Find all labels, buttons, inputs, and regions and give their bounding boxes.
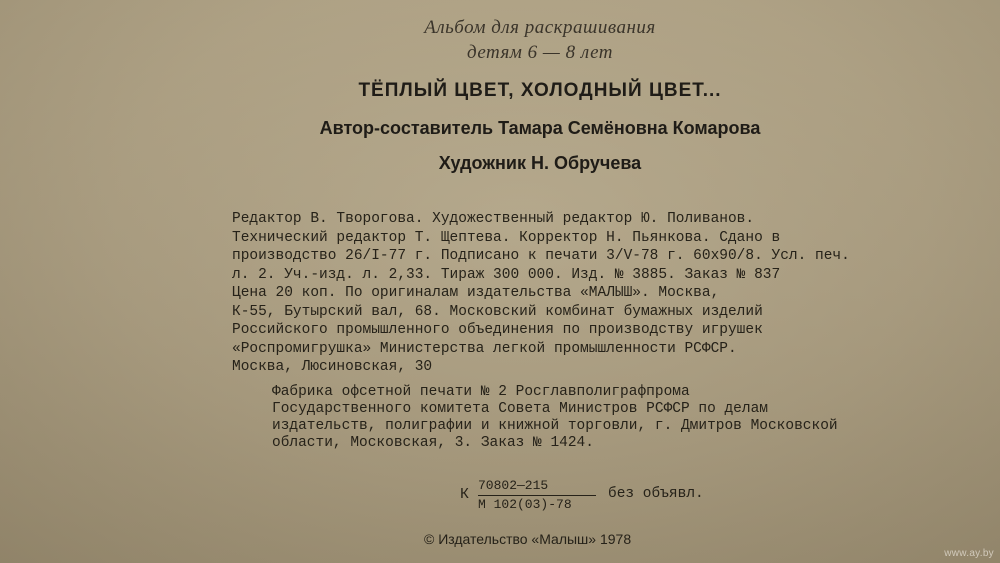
imprint-block [232, 210, 872, 377]
book-artist: Художник Н. Обручева [438, 153, 642, 173]
index-numerator: 70802—215 [478, 478, 549, 493]
book-title: ТЁПЛЫЙ ЦВЕТ, ХОЛОДНЫЙ ЦВЕТ... [358, 80, 722, 101]
factory-line: области, Московская, 3. Заказ № 1424. [272, 435, 594, 451]
imprint-line: Технический редактор Т. Щептева. Корректор Н. Пьянкова. Сдано в [232, 229, 781, 246]
index-letter: К [460, 486, 470, 503]
imprint-line: производство 26/I-77 г. Подписано к печати 3/V-78 г. 60x90/8. Усл. печ. [232, 248, 850, 264]
factory-line: издательств, полиграфии и книжной торговли, г. Дмитров Московской [272, 418, 838, 434]
index-note: без объявл. [608, 486, 704, 502]
copyright-line: © Издательство «Малыш» 1978 [424, 531, 632, 547]
site-watermark: www.ay.by [944, 548, 994, 559]
printing-factory-block [272, 384, 852, 452]
factory-line: Государственного комитета Совета Министров РСФСР по делам [272, 401, 768, 417]
imprint-line: л. 2. Уч.-изд. л. 2,33. Тираж 300 000. Изд. № 3885. Заказ № 837 [232, 266, 781, 283]
imprint-line: Цена 20 коп. По оригиналам издательства «МАЛЫШ». Москва, [232, 285, 720, 301]
imprint-line: «Роспромигрушка» Министерства легкой промышленности РСФСР. [232, 340, 737, 357]
album-subtitle-line2: детям 6 — 8 лет [467, 42, 613, 63]
book-author: Автор-составитель Тамара Семёновна Комарова [319, 118, 761, 138]
imprint-line: К-55, Бутырский вал, 68. Московский комбинат бумажных изделий [232, 303, 763, 320]
imprint-line: Российского промышленного объединения по производству игрушек [232, 322, 763, 338]
imprint-line: Москва, Люсиновская, 30 [232, 359, 433, 375]
factory-line: Фабрика офсетной печати № 2 Росглавполиграфпрома [272, 384, 690, 400]
album-subtitle-line1: Альбом для раскрашивания [424, 17, 656, 38]
imprint-line: Редактор В. Творогова. Художественный редактор Ю. Поливанов. [232, 211, 755, 227]
index-denominator: М 102(03)-78 [478, 497, 572, 512]
fraction-bar [478, 495, 596, 496]
